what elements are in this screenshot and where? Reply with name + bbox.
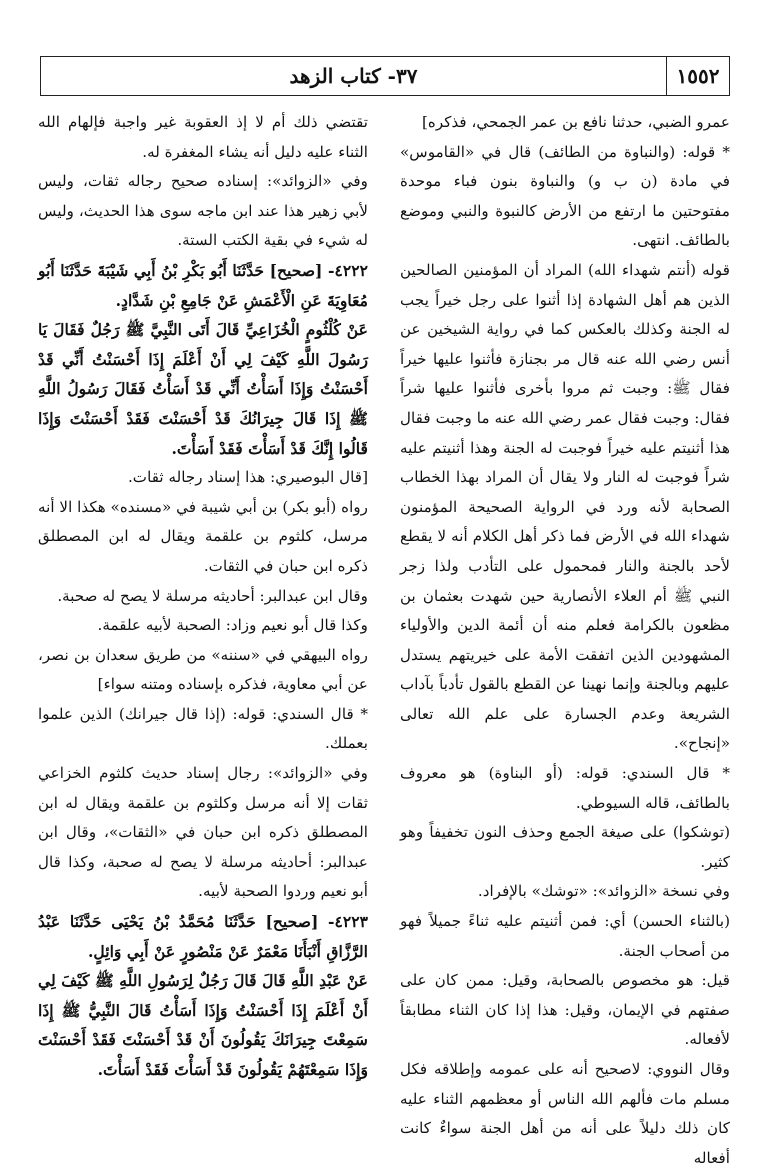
paragraph: وفي نسخة «الزوائد»: «توشك» بالإفراد. <box>477 882 730 901</box>
paragraph: (توشكوا) على صيغة الجمع وحذف النون تخفيفاً وهو كثير. <box>400 823 730 871</box>
paragraph: وكذا قال أبو نعيم وزاد: الصحبة لأبيه علقمة. <box>97 616 368 635</box>
hadith-text: عَنْ عَبْدِ اللَّهِ قَالَ قَالَ رَجُلٌ لِرَسُولِ اللَّهِ ﷺ كَيْفَ لِي أَنْ أَعْلَمَ إِذَا أَحْسَنْتُ وَإِذَا أَسَأْتُ قَالَ النَّبِيُّ ﷺ إِذَا سَمِعْتَ جِيرَانَكَ يَقُولُونَ أَنْ قَدْ أَحْسَنْتَ فَقَدْ أَحْسَنْتَ وَإِذَا سَمِعْتَهُمْ يَقُولُونَ قَدْ أَسَأْتَ فَقَدْ أَسَأْتَ. <box>38 971 368 1079</box>
left-column <box>38 108 368 1085</box>
paragraph: قيل: هو مخصوص بالصحابة، وقيل: ممن كان على صفتهم في الإيمان، وقيل: هذا إذا كان الثناء مطابقاً لأفعاله. <box>400 971 730 1049</box>
page-header <box>40 56 730 96</box>
hadith-chain: ٤٢٢٣- [صحيح] حَدَّثَنَا مُحَمَّدُ بْنُ يَحْيَى حَدَّثَنَا عَبْدُ الرَّزَّاقِ أَنْبَأَنَا مَعْمَرٌ عَنْ مَنْصُورٍ عَنْ أَبِي وَائِلٍ. <box>38 912 368 961</box>
paragraph: رواه البيهقي في «سننه» من طريق سعدان بن نصر، عن أبي معاوية، فذكره بإسناده ومتنه سواء] <box>38 645 368 694</box>
paragraph: وفي «الزوائد»: إسناده صحيح رجاله ثقات، وليس لأبي زهير هذا عند ابن ماجه سوى هذا الحديث، وليس له شيء في بقية الكتب الستة. <box>38 172 368 250</box>
paragraph: وفي «الزوائد»: رجال إسناد حديث كلثوم الخزاعي ثقات إلا أنه مرسل وكلثوم بن علقمة ويقال له ابن المصطلق ذكره ابن حبان في «الثقات»، وقال ابن عبدالبر: أحاديثه مرسلة لا يصح له صحبة، وكذا قال أبو نعيم وردوا الصحبة لأبيه. <box>38 764 368 901</box>
chapter-title: ٣٧- كتاب الزهد <box>289 64 418 88</box>
paragraph: قوله (أنتم شهداء الله) المراد أن المؤمنين الصالحين الذين هم أهل الشهادة إذا أثنوا على رجل خيراً يجب له الجنة وكذلك بالعكس كما في رواية الشيخين عن أنس رضي الله عنه قال مر بجنازة فأثنوا عليها خيراً فقال ﷺ: وجبت ثم مروا بأخرى فأثنوا عليها شراً فقال: وجبت فقال عمر رضي الله عنه ما وجبت فقال هذا أثنيتم عليه خيراً فوجبت له الجنة وهذا أثنيتم عليه شراً فوجبت له النار ولا يقال أن المراد بهذا الخطاب الصحابة لأنه ورد في الرواية الصحيحة المؤمنون شهداء الله في الأرض فما ذكر أهل الكلام أنه لا يقطع لأحد بالجنة والنار فمحمول على التأدب ولذا زجر النبي ﷺ أم العلاء الأنصارية حين شهدت بعثمان بن مظعون بالكرامة فعلم منه أن أئمة الدين والأولياء المشهودين الذين اتفقت الأمة على خيريتهم يستدل عليهم وبالجنة وإنما نهينا عن القطع بالقول تأدباً بآداب الشريعة وعدم الجسارة على علم الله تعالى «إنجاح». <box>400 260 730 753</box>
paragraph: [قال البوصيري: هذا إسناد رجاله ثقات. <box>127 468 368 487</box>
paragraph: عمرو الضبي، حدثنا نافع بن عمر الجمحي، فذكره] <box>421 113 730 131</box>
paragraph: وقال ابن عبدالبر: أحاديثه مرسلة لا يصح له صحبة. <box>57 586 368 605</box>
paragraph: (بالثناء الحسن) أي: فمن أثنيتم عليه ثناءً جميلاً فهو من أصحاب الجنة. <box>400 912 730 960</box>
hadith-chain: ٤٢٢٢- [صحيح] حَدَّثَنَا أَبُو بَكْرِ بْنُ أَبِي شَيْبَةَ حَدَّثَنَا أَبُو مُعَاوِيَةَ عَنِ الْأَعْمَشِ عَنْ جَامِعِ بْنِ شَدَّادٍ. <box>38 260 368 310</box>
hadith-text: عَنْ كُلْثُومٍ الْخُزَاعِيِّ قَالَ أَتَى النَّبِيَّ ﷺ رَجُلٌ فَقَالَ يَا رَسُولَ اللَّهِ كَيْفَ لِي أَنْ أَعْلَمَ إِذَا أَحْسَنْتُ أَنِّي قَدْ أَحْسَنْتُ وَإِذَا أَسَأْتُ أَنِّي قَدْ أَسَأْتُ فَقَالَ رَسُولُ اللَّهِ ﷺ إِذَا قَالَ جِيرَانُكَ قَدْ أَحْسَنْتَ فَقَدْ أَحْسَنْتَ وَإِذَا قَالُوا إِنَّكَ قَدْ أَسَأْتَ فَقَدْ أَسَأْتَ. <box>38 320 368 458</box>
paragraph: * قوله: (والنباوة من الطائف) قال في «القاموس» في مادة (ن ب و) والنباوة بنون فباء موحدة مفتوحتين ما ارتفع من الأرض كالنبوة والنبي وموضع بالطائف. انتهى. <box>400 142 730 250</box>
page-number: ١٥٥٢ <box>666 57 729 95</box>
paragraph: * قال السندي: قوله: (أو البناوة) هو معروف بالطائف، قاله السيوطي. <box>400 764 730 812</box>
paragraph: وقال النووي: لاصحيح أنه على عمومه وإطلاقه فكل مسلم مات فألهم الله الناس أو معظمهم الثناء عليه كان ذلك دليلاً على أنه من أهل الجنة سواءٌ كانت أفعاله <box>400 1060 730 1167</box>
paragraph: تقتضي ذلك أم لا إذ العقوبة غير واجبة فإلهام الله الثناء عليه دليل أنه يشاء المغفرة له. <box>38 113 368 161</box>
right-column <box>400 108 730 1173</box>
paragraph: * قال السندي: قوله: (إذا قال جيرانك) الذين علموا بعملك. <box>38 704 368 753</box>
paragraph: رواه (أبو بكر) بن أبي شيبة في «مسنده» هكذا الا أنه مرسل، كلثوم بن علقمة ويقال له ابن المصطلق ذكره ابن حبان في الثقات. <box>38 497 368 575</box>
